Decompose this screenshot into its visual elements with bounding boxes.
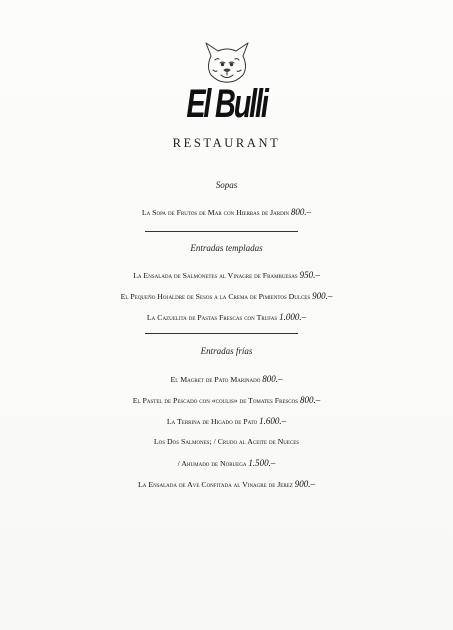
menu-item-continuation: [0, 458, 453, 468]
menu-item: [0, 291, 453, 301]
dish-price: 1.500.–: [248, 458, 276, 468]
divider: [145, 333, 298, 334]
section-title-sopas: Sopas: [215, 180, 238, 190]
dish-price: 800.–: [290, 207, 312, 217]
dish-name: La Cazuelita de Pastas Frescas con Trufas: [146, 313, 278, 322]
dish-name: El Pequeño Hojaldre de Sesos a la Crema de Pimientos Dulces: [120, 292, 311, 301]
dish-price: 1.600.–: [259, 416, 287, 426]
dish-name: La Terrina de Higado de Pato: [166, 417, 258, 426]
dish-price: 800.–: [262, 374, 283, 384]
dish-name: La Ensalada de Salmonetes al Vinagre de Frambuesas: [133, 271, 298, 280]
dish-price: 950.–: [299, 270, 320, 280]
dish-name: La Ensalada de Ave Confitada al Vinagre de Jerez: [138, 480, 293, 489]
dish-price: 1.000.–: [279, 312, 307, 322]
dish-name: El Magret de Pato Marinado: [170, 375, 261, 384]
dish-name: La Sopa de Frutos de Mar con Hierbas de Jardin: [141, 208, 289, 217]
menu-item: [0, 395, 453, 405]
dish-price: 900.–: [312, 291, 333, 301]
logo: [0, 40, 453, 84]
dish-price: 800.–: [299, 395, 321, 405]
menu-item: [0, 270, 453, 280]
brand-name: El Bulli: [186, 82, 267, 126]
menu-item: [0, 312, 453, 322]
dish-name: Los Dos Salmones; / Crudo al Aceite de Nueces: [153, 437, 300, 446]
dish-name: El Pastel de Pescado con «coulis» de Tomates Frescos: [132, 396, 299, 405]
section-title-entradas-templadas: Entradas templadas: [190, 243, 263, 253]
menu-item: [0, 479, 453, 489]
menu-item: [0, 374, 453, 384]
dish-price: 900.–: [294, 479, 315, 489]
bulldog-logo-icon: [197, 40, 257, 84]
menu-item: [0, 437, 453, 446]
section-title-entradas-frias: Entradas frías: [200, 346, 253, 356]
dish-name: / Ahumado de Noruega: [177, 459, 247, 468]
divider: [145, 231, 298, 232]
restaurant-subtitle: RESTAURANT: [172, 136, 281, 150]
menu-item: [0, 416, 453, 426]
menu-item: [0, 207, 453, 217]
